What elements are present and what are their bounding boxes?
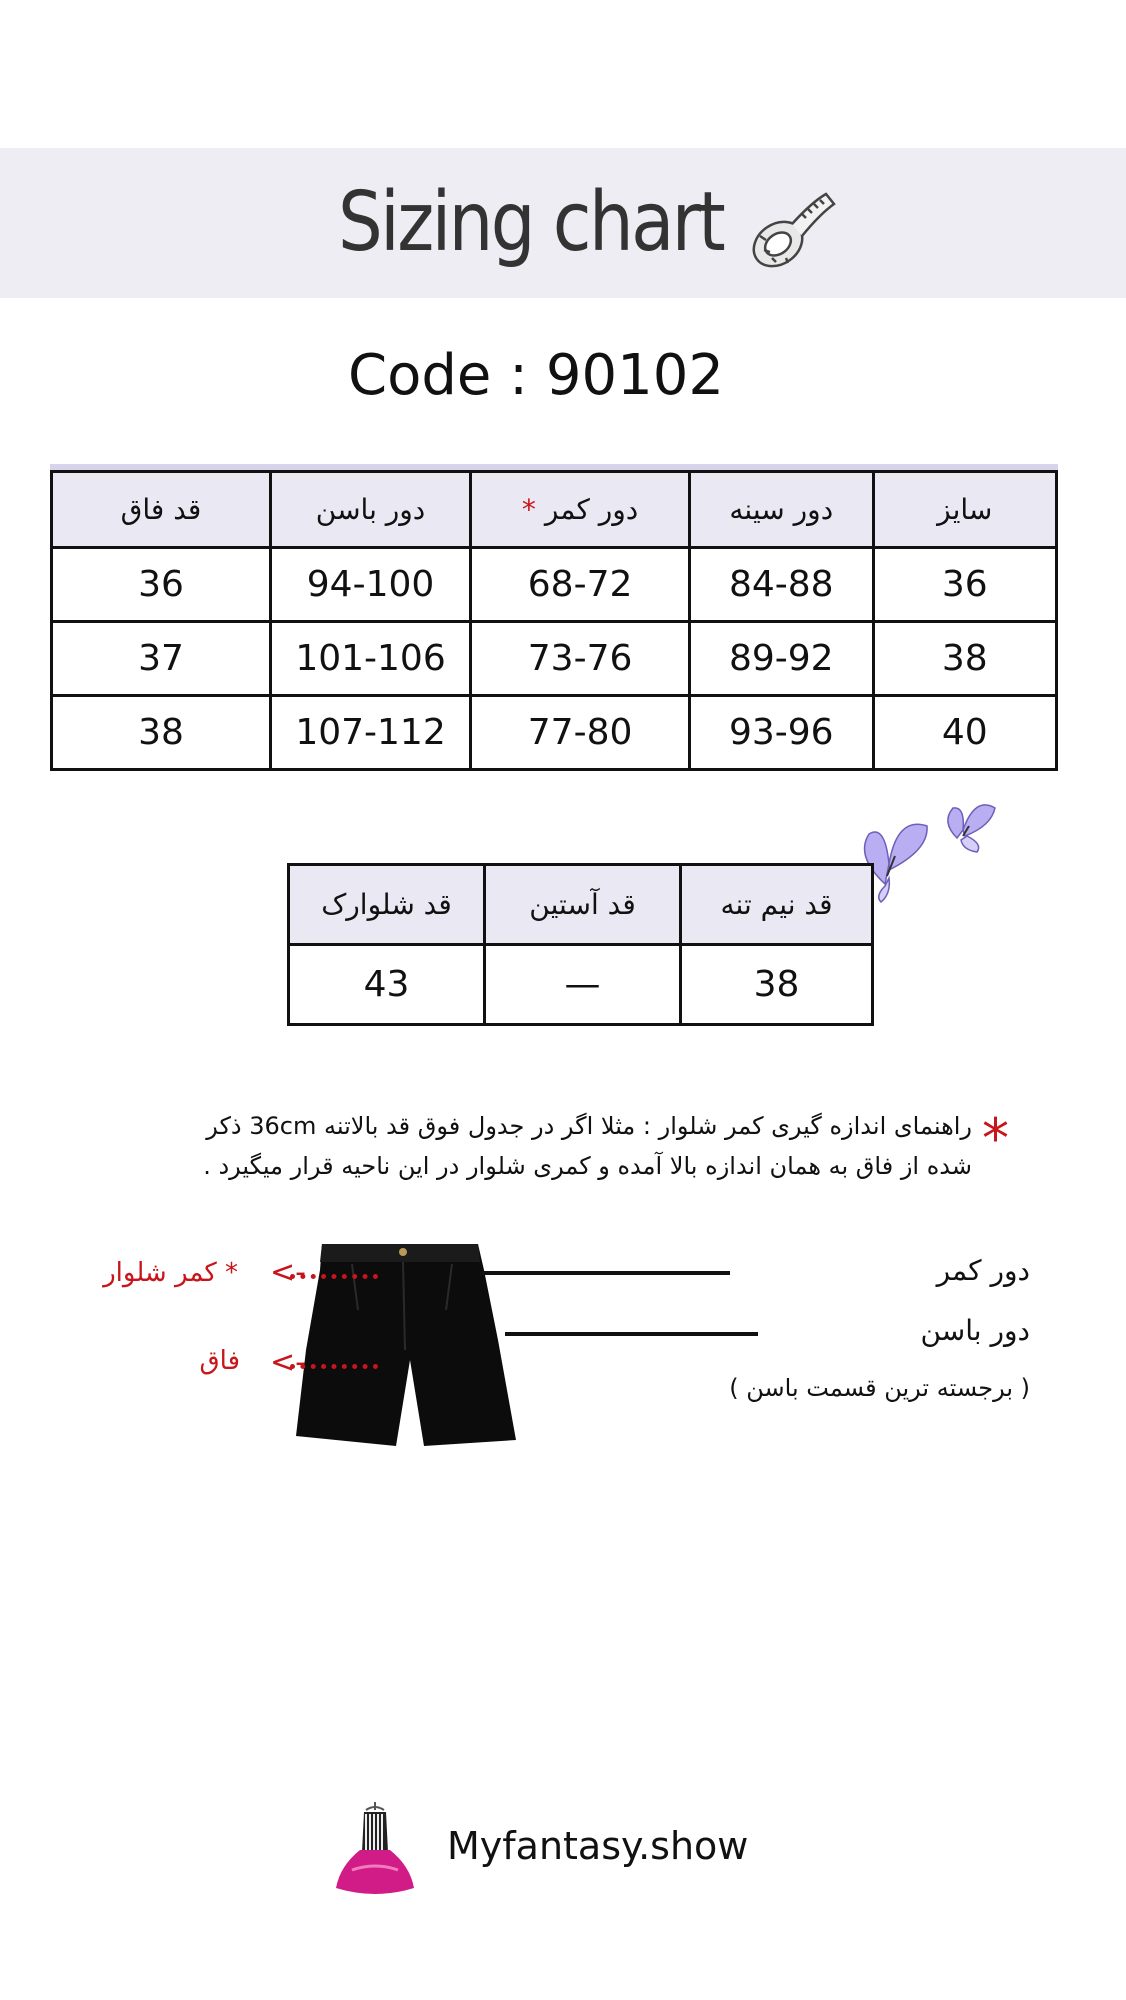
table-cell: — bbox=[485, 945, 681, 1025]
length-table bbox=[287, 863, 874, 1026]
note-line-2: شده از فاق به همان اندازه بالا آمده و کمری شلوار در این ناحیه قرار میگیرد . bbox=[203, 1152, 972, 1180]
table-cell: 36 bbox=[873, 548, 1056, 622]
table-cell: 37 bbox=[52, 622, 271, 696]
header-waist bbox=[471, 472, 690, 548]
waist-pants-label: * کمر شلوار bbox=[103, 1258, 238, 1288]
measurement-note bbox=[100, 1106, 972, 1186]
dress-logo-icon bbox=[332, 1800, 418, 1900]
note-star: * bbox=[982, 1107, 1009, 1170]
table-cell: 38 bbox=[681, 945, 873, 1025]
table-cell: 68-72 bbox=[471, 548, 690, 622]
waist-line bbox=[480, 1271, 730, 1275]
table-cell: 73-76 bbox=[471, 622, 690, 696]
note-line-1: راهنمای اندازه گیری کمر شلوار : مثلا اگر در جدول فوق قد بالاتنه 36cm ذکر bbox=[206, 1112, 972, 1140]
table-cell: 40 bbox=[873, 696, 1056, 770]
table-row bbox=[52, 548, 1057, 622]
size-table bbox=[50, 470, 1058, 771]
header-size: سایز bbox=[873, 472, 1056, 548]
header-hip: دور باسن bbox=[270, 472, 470, 548]
product-code: Code : 90102 bbox=[348, 343, 724, 408]
table-row bbox=[289, 945, 873, 1025]
table-cell: 38 bbox=[873, 622, 1056, 696]
table-cell: 77-80 bbox=[471, 696, 690, 770]
hip-label: دور باسن bbox=[920, 1314, 1030, 1347]
table-cell: 93-96 bbox=[690, 696, 873, 770]
header-shorts-length: قد شلوارک bbox=[289, 865, 485, 945]
header-waist-star: * bbox=[521, 493, 536, 526]
crotch-label: فاق bbox=[199, 1346, 240, 1376]
table-cell: 89-92 bbox=[690, 622, 873, 696]
arrow-left-icon: <- bbox=[270, 1255, 306, 1290]
table-cell: 43 bbox=[289, 945, 485, 1025]
header-sleeve-length: قد آستین bbox=[485, 865, 681, 945]
waist-label: دور کمر bbox=[936, 1254, 1030, 1287]
size-table-header-row bbox=[52, 472, 1057, 548]
measuring-tape-icon bbox=[742, 184, 838, 280]
table-row bbox=[52, 696, 1057, 770]
table-cell: 107-112 bbox=[270, 696, 470, 770]
table-cell: 84-88 bbox=[690, 548, 873, 622]
table-cell: 101-106 bbox=[270, 622, 470, 696]
table-row bbox=[52, 622, 1057, 696]
table-cell: 36 bbox=[52, 548, 271, 622]
header-top-length: قد نیم تنه bbox=[681, 865, 873, 945]
hip-line bbox=[505, 1332, 758, 1336]
page-title: Sizing chart bbox=[338, 175, 724, 270]
header-waist-label: دور کمر bbox=[544, 493, 639, 526]
brand-name: Myfantasy.show bbox=[447, 1824, 749, 1868]
header-chest: دور سینه bbox=[690, 472, 873, 548]
hip-note: ( برجسته ترین قسمت باسن ) bbox=[729, 1374, 1030, 1402]
arrow-left-icon: <- bbox=[270, 1345, 306, 1380]
length-table-header-row bbox=[289, 865, 873, 945]
table-cell: 38 bbox=[52, 696, 271, 770]
header-crotch: قد فاق bbox=[52, 472, 271, 548]
table-cell: 94-100 bbox=[270, 548, 470, 622]
